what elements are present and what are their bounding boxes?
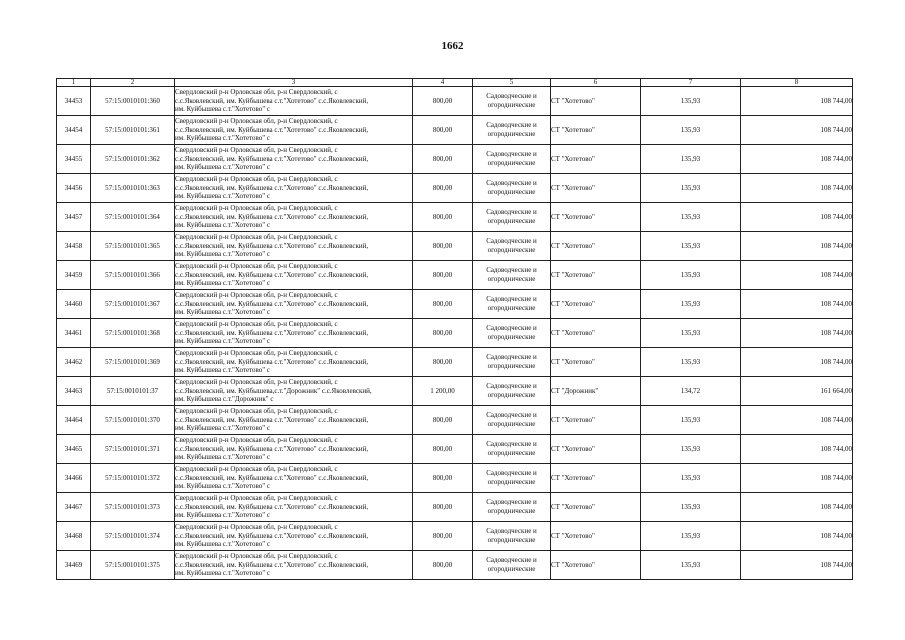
- cadastral-number-cell: 57:15:0010101:369: [91, 348, 175, 377]
- land-use-cell: [473, 377, 551, 406]
- cadastral-number-cell: 57:15:0010101:362: [91, 145, 175, 174]
- land-use-line: Садоводческие и: [486, 440, 537, 449]
- table-row: [57, 406, 853, 435]
- area-cell: 800,00: [413, 406, 473, 435]
- table-row: [57, 232, 853, 261]
- cadastral-number-cell: 57:15:0010101:368: [91, 319, 175, 348]
- address-line: с.с.Яковлевский, им. Куйбышева с.т."Хотетово" с.с.Яковлевский,: [175, 96, 369, 105]
- land-use-line: огороднические: [487, 246, 536, 254]
- record-number-cell: 34462: [57, 348, 91, 377]
- address-line: с.с.Яковлевский, им. Куйбышева с.т."Хотетово" с.с.Яковлевский,: [175, 531, 369, 540]
- land-use-line: Садоводческие и: [486, 208, 537, 217]
- unit-price-cell: 135,93: [641, 87, 741, 116]
- area-cell: 800,00: [413, 145, 473, 174]
- address-cell: [175, 319, 413, 348]
- address-line: им. Куйбышева с.т."Хотетово" с: [175, 308, 271, 317]
- column-header: 2: [91, 79, 175, 87]
- land-use-line: Садоводческие и: [486, 179, 537, 188]
- area-cell: 800,00: [413, 464, 473, 493]
- address-line: Свердловский р-н Орловская обл, р-н Свердловский, с: [175, 523, 338, 532]
- unit-price-cell: 135,93: [641, 174, 741, 203]
- table-row: [57, 435, 853, 464]
- cadastral-number-cell: 57:15:0010101:361: [91, 116, 175, 145]
- area-cell: 800,00: [413, 551, 473, 580]
- address-cell: [175, 290, 413, 319]
- total-value-cell: 108 744,00: [741, 261, 853, 290]
- unit-price-cell: 135,93: [641, 290, 741, 319]
- area-cell: 800,00: [413, 116, 473, 145]
- owner-cell: СТ "Хотетово": [551, 319, 641, 348]
- area-cell: 800,00: [413, 87, 473, 116]
- land-use-line: огороднические: [487, 130, 536, 138]
- table-body: [57, 87, 853, 580]
- area-cell: 800,00: [413, 348, 473, 377]
- column-header: 1: [57, 79, 91, 87]
- table-row: [57, 87, 853, 116]
- land-use-line: огороднические: [487, 391, 536, 399]
- owner-cell: СТ "Хотетово": [551, 522, 641, 551]
- header-row: [57, 79, 853, 87]
- record-number-cell: 34457: [57, 203, 91, 232]
- land-use-cell: [473, 203, 551, 232]
- address-line: Свердловский р-н Орловская обл, р-н Свердловский, с: [175, 465, 338, 474]
- owner-cell: СТ "Хотетово": [551, 87, 641, 116]
- address-line: Свердловский р-н Орловская обл, р-н Свердловский, с: [175, 117, 338, 126]
- address-line: с.с.Яковлевский, им. Куйбышева с.т."Хотетово" с.с.Яковлевский,: [175, 357, 369, 366]
- address-line: им. Куйбышева с.т."Хотетово" с: [175, 540, 271, 549]
- address-line: им. Куйбышева с.т."Хотетово" с: [175, 221, 271, 230]
- record-number-cell: 34456: [57, 174, 91, 203]
- owner-cell: СТ "Хотетово": [551, 232, 641, 261]
- address-line: им. Куйбышева с.т."Хотетово" с: [175, 192, 271, 201]
- owner-cell: СТ "Дорожник": [551, 377, 641, 406]
- cadastral-number-cell: 57:15:0010101:372: [91, 464, 175, 493]
- unit-price-cell: 135,93: [641, 551, 741, 580]
- record-number-cell: 34453: [57, 87, 91, 116]
- address-line: им. Куйбышева с.т."Хотетово" с: [175, 424, 271, 433]
- unit-price-cell: 134,72: [641, 377, 741, 406]
- table-row: [57, 203, 853, 232]
- land-use-line: Садоводческие и: [486, 150, 537, 159]
- table-row: [57, 493, 853, 522]
- address-line: Свердловский р-н Орловская обл, р-н Свердловский, с: [175, 320, 338, 329]
- address-cell: [175, 145, 413, 174]
- address-line: им. Куйбышева с.т."Хотетово" с: [175, 482, 271, 491]
- area-cell: 800,00: [413, 435, 473, 464]
- cadastral-number-cell: 57:15:0010101:363: [91, 174, 175, 203]
- land-use-cell: [473, 319, 551, 348]
- land-use-line: огороднические: [487, 507, 536, 515]
- address-line: Свердловский р-н Орловская обл, р-н Свердловский, с: [175, 233, 338, 242]
- land-use-line: Садоводческие и: [486, 237, 537, 246]
- address-line: с.с.Яковлевский, им. Куйбышева с.т."Хотетово" с.с.Яковлевский,: [175, 444, 369, 453]
- land-use-cell: [473, 116, 551, 145]
- area-cell: 800,00: [413, 493, 473, 522]
- address-line: Свердловский р-н Орловская обл, р-н Свердловский, с: [175, 436, 338, 445]
- address-line: им. Куйбышева с.т."Хотетово" с: [175, 163, 271, 172]
- column-header: 4: [413, 79, 473, 87]
- land-use-line: огороднические: [487, 217, 536, 225]
- area-cell: 800,00: [413, 319, 473, 348]
- address-cell: [175, 116, 413, 145]
- address-cell: [175, 87, 413, 116]
- total-value-cell: 108 744,00: [741, 522, 853, 551]
- table-row: [57, 348, 853, 377]
- address-line: Свердловский р-н Орловская обл, р-н Свердловский, с: [175, 378, 338, 387]
- land-use-line: Садоводческие и: [486, 527, 537, 536]
- total-value-cell: 108 744,00: [741, 174, 853, 203]
- owner-cell: СТ "Хотетово": [551, 145, 641, 174]
- address-line: с.с.Яковлевский, им. Куйбышева с.т."Хотетово" с.с.Яковлевский,: [175, 241, 369, 250]
- address-line: им. Куйбышева с.т."Хотетово" с: [175, 366, 271, 375]
- address-line: Свердловский р-н Орловская обл, р-н Свердловский, с: [175, 146, 338, 155]
- land-use-line: огороднические: [487, 420, 536, 428]
- address-line: с.с.Яковлевский, им. Куйбышева с.т."Хотетово" с.с.Яковлевский,: [175, 473, 369, 482]
- address-line: с.с.Яковлевский, им. Куйбышева с.т."Хотетово" с.с.Яковлевский,: [175, 502, 369, 511]
- total-value-cell: 108 744,00: [741, 551, 853, 580]
- area-cell: 800,00: [413, 174, 473, 203]
- owner-cell: СТ "Хотетово": [551, 464, 641, 493]
- record-number-cell: 34463: [57, 377, 91, 406]
- address-cell: [175, 203, 413, 232]
- column-header: 5: [473, 79, 551, 87]
- record-number-cell: 34466: [57, 464, 91, 493]
- total-value-cell: 108 744,00: [741, 406, 853, 435]
- cadastral-number-cell: 57:15:0010101:37: [91, 377, 175, 406]
- address-line: с.с.Яковлевский, им. Куйбышева с.т."Хотетово" с.с.Яковлевский,: [175, 125, 369, 134]
- table-row: [57, 377, 853, 406]
- land-use-line: Садоводческие и: [486, 498, 537, 507]
- address-line: с.с.Яковлевский, им. Куйбышева с.т."Хотетово" с.с.Яковлевский,: [175, 212, 369, 221]
- total-value-cell: 108 744,00: [741, 319, 853, 348]
- area-cell: 800,00: [413, 522, 473, 551]
- address-line: Свердловский р-н Орловская обл, р-н Свердловский, с: [175, 552, 338, 561]
- address-cell: [175, 348, 413, 377]
- land-use-line: Садоводческие и: [486, 411, 537, 420]
- address-line: с.с.Яковлевский, им. Куйбышева с.т."Хотетово" с.с.Яковлевский,: [175, 328, 369, 337]
- owner-cell: СТ "Хотетово": [551, 406, 641, 435]
- cadastral-number-cell: 57:15:0010101:365: [91, 232, 175, 261]
- address-line: им. Куйбышева с.т."Хотетово" с: [175, 569, 271, 578]
- address-line: Свердловский р-н Орловская обл, р-н Свердловский, с: [175, 204, 338, 213]
- address-line: Свердловский р-н Орловская обл, р-н Свердловский, с: [175, 291, 338, 300]
- land-use-line: огороднические: [487, 304, 536, 312]
- record-number-cell: 34469: [57, 551, 91, 580]
- cadastral-number-cell: 57:15:0010101:360: [91, 87, 175, 116]
- cadastral-number-cell: 57:15:0010101:375: [91, 551, 175, 580]
- unit-price-cell: 135,93: [641, 261, 741, 290]
- address-line: им. Куйбышева с.т."Дорожник" с: [175, 395, 274, 404]
- address-cell: [175, 493, 413, 522]
- land-use-line: огороднические: [487, 536, 536, 544]
- land-use-cell: [473, 87, 551, 116]
- address-line: с.с.Яковлевский, им. Куйбышева с.т."Хотетово" с.с.Яковлевский,: [175, 560, 369, 569]
- unit-price-cell: 135,93: [641, 406, 741, 435]
- land-use-line: Садоводческие и: [486, 121, 537, 130]
- address-line: с.с.Яковлевский, им. Куйбышева с.т."Хотетово" с.с.Яковлевский,: [175, 183, 369, 192]
- total-value-cell: 108 744,00: [741, 232, 853, 261]
- record-number-cell: 34459: [57, 261, 91, 290]
- address-line: Свердловский р-н Орловская обл, р-н Свердловский, с: [175, 349, 338, 358]
- address-cell: [175, 464, 413, 493]
- table-row: [57, 551, 853, 580]
- address-line: им. Куйбышева с.т."Хотетово" с: [175, 453, 271, 462]
- land-use-cell: [473, 406, 551, 435]
- unit-price-cell: 135,93: [641, 232, 741, 261]
- land-use-line: Садоводческие и: [486, 324, 537, 333]
- land-registry-table: [56, 78, 853, 580]
- land-use-line: Садоводческие и: [486, 353, 537, 362]
- land-use-line: огороднические: [487, 188, 536, 196]
- unit-price-cell: 135,93: [641, 319, 741, 348]
- table-row: [57, 145, 853, 174]
- address-cell: [175, 174, 413, 203]
- cadastral-number-cell: 57:15:0010101:364: [91, 203, 175, 232]
- land-use-cell: [473, 348, 551, 377]
- land-use-cell: [473, 464, 551, 493]
- total-value-cell: 108 744,00: [741, 464, 853, 493]
- land-use-line: Садоводческие и: [486, 469, 537, 478]
- record-number-cell: 34454: [57, 116, 91, 145]
- total-value-cell: 108 744,00: [741, 203, 853, 232]
- land-use-cell: [473, 145, 551, 174]
- address-line: Свердловский р-н Орловская обл, р-н Свердловский, с: [175, 262, 338, 271]
- cadastral-number-cell: 57:15:0010101:366: [91, 261, 175, 290]
- owner-cell: СТ "Хотетово": [551, 116, 641, 145]
- record-number-cell: 34464: [57, 406, 91, 435]
- owner-cell: СТ "Хотетово": [551, 551, 641, 580]
- land-use-line: огороднические: [487, 362, 536, 370]
- land-use-cell: [473, 261, 551, 290]
- total-value-cell: 108 744,00: [741, 348, 853, 377]
- column-header: 8: [741, 79, 853, 87]
- area-cell: 800,00: [413, 261, 473, 290]
- unit-price-cell: 135,93: [641, 464, 741, 493]
- total-value-cell: 161 664,00: [741, 377, 853, 406]
- record-number-cell: 34458: [57, 232, 91, 261]
- address-cell: [175, 435, 413, 464]
- total-value-cell: 108 744,00: [741, 87, 853, 116]
- area-cell: 800,00: [413, 203, 473, 232]
- unit-price-cell: 135,93: [641, 145, 741, 174]
- record-number-cell: 34455: [57, 145, 91, 174]
- record-number-cell: 34460: [57, 290, 91, 319]
- owner-cell: СТ "Хотетово": [551, 174, 641, 203]
- total-value-cell: 108 744,00: [741, 435, 853, 464]
- land-use-line: огороднические: [487, 333, 536, 341]
- owner-cell: СТ "Хотетово": [551, 261, 641, 290]
- column-header: 7: [641, 79, 741, 87]
- land-use-cell: [473, 290, 551, 319]
- record-number-cell: 34465: [57, 435, 91, 464]
- table-row: [57, 319, 853, 348]
- total-value-cell: 108 744,00: [741, 493, 853, 522]
- unit-price-cell: 135,93: [641, 116, 741, 145]
- total-value-cell: 108 744,00: [741, 145, 853, 174]
- address-line: им. Куйбышева с.т."Хотетово" с: [175, 279, 271, 288]
- area-cell: 800,00: [413, 290, 473, 319]
- land-use-cell: [473, 493, 551, 522]
- land-use-line: Садоводческие и: [486, 295, 537, 304]
- address-cell: [175, 406, 413, 435]
- page-number: 1662: [441, 40, 464, 52]
- address-line: с.с.Яковлевский, им. Куйбышева с.т."Хотетово" с.с.Яковлевский,: [175, 299, 369, 308]
- land-use-line: огороднические: [487, 478, 536, 486]
- cadastral-number-cell: 57:15:0010101:371: [91, 435, 175, 464]
- cadastral-number-cell: 57:15:0010101:373: [91, 493, 175, 522]
- cadastral-number-cell: 57:15:0010101:367: [91, 290, 175, 319]
- address-line: им. Куйбышева с.т."Хотетово" с: [175, 337, 271, 346]
- address-line: Свердловский р-н Орловская обл, р-н Свердловский, с: [175, 494, 338, 503]
- address-line: с.с.Яковлевский, им. Куйбышева с.т."Хотетово" с.с.Яковлевский,: [175, 270, 369, 279]
- address-cell: [175, 522, 413, 551]
- land-use-cell: [473, 174, 551, 203]
- table-row: [57, 290, 853, 319]
- address-line: им. Куйбышева с.т."Хотетово" с: [175, 511, 271, 520]
- owner-cell: СТ "Хотетово": [551, 203, 641, 232]
- cadastral-number-cell: 57:15:0010101:370: [91, 406, 175, 435]
- address-line: им. Куйбышева с.т."Хотетово" с: [175, 105, 271, 114]
- table-row: [57, 522, 853, 551]
- owner-cell: СТ "Хотетово": [551, 493, 641, 522]
- land-use-line: огороднические: [487, 449, 536, 457]
- address-line: им. Куйбышева с.т."Хотетово" с: [175, 250, 271, 259]
- land-use-line: огороднические: [487, 565, 536, 573]
- land-use-line: Садоводческие и: [486, 266, 537, 275]
- table-row: [57, 464, 853, 493]
- record-number-cell: 34468: [57, 522, 91, 551]
- table-row: [57, 116, 853, 145]
- column-header: 3: [175, 79, 413, 87]
- unit-price-cell: 135,93: [641, 522, 741, 551]
- address-cell: [175, 232, 413, 261]
- address-cell: [175, 377, 413, 406]
- address-line: им. Куйбышева с.т."Хотетово" с: [175, 134, 271, 143]
- unit-price-cell: 135,93: [641, 493, 741, 522]
- address-line: с.с.Яковлевский, им. Куйбышева с.т."Хотетово" с.с.Яковлевский,: [175, 154, 369, 163]
- address-line: Свердловский р-н Орловская обл, р-н Свердловский, с: [175, 175, 338, 184]
- land-use-line: огороднические: [487, 101, 536, 109]
- table-row: [57, 261, 853, 290]
- land-use-cell: [473, 522, 551, 551]
- owner-cell: СТ "Хотетово": [551, 348, 641, 377]
- land-use-cell: [473, 435, 551, 464]
- record-number-cell: 34461: [57, 319, 91, 348]
- address-line: Свердловский р-н Орловская обл, р-н Свердловский, с: [175, 407, 338, 416]
- column-header: 6: [551, 79, 641, 87]
- land-use-line: Садоводческие и: [486, 382, 537, 391]
- land-use-line: огороднические: [487, 275, 536, 283]
- land-use-line: Садоводческие и: [486, 556, 537, 565]
- address-cell: [175, 551, 413, 580]
- owner-cell: СТ "Хотетово": [551, 290, 641, 319]
- land-use-line: Садоводческие и: [486, 92, 537, 101]
- land-use-line: огороднические: [487, 159, 536, 167]
- table-row: [57, 174, 853, 203]
- land-use-cell: [473, 551, 551, 580]
- land-use-cell: [473, 232, 551, 261]
- cadastral-number-cell: 57:15:0010101:374: [91, 522, 175, 551]
- total-value-cell: 108 744,00: [741, 116, 853, 145]
- address-line: с.с.Яковлевский, им. Куйбышева,с.т."Дорожник" с.с.Яковлевский,: [175, 386, 372, 395]
- address-line: с.с.Яковлевский, им. Куйбышева с.т."Хотетово" с.с.Яковлевский,: [175, 415, 369, 424]
- address-line: Свердловский р-н Орловская обл, р-н Свердловский, с: [175, 88, 338, 97]
- area-cell: 1 200,00: [413, 377, 473, 406]
- unit-price-cell: 135,93: [641, 435, 741, 464]
- record-number-cell: 34467: [57, 493, 91, 522]
- address-cell: [175, 261, 413, 290]
- area-cell: 800,00: [413, 232, 473, 261]
- total-value-cell: 108 744,00: [741, 290, 853, 319]
- owner-cell: СТ "Хотетово": [551, 435, 641, 464]
- unit-price-cell: 135,93: [641, 203, 741, 232]
- unit-price-cell: 135,93: [641, 348, 741, 377]
